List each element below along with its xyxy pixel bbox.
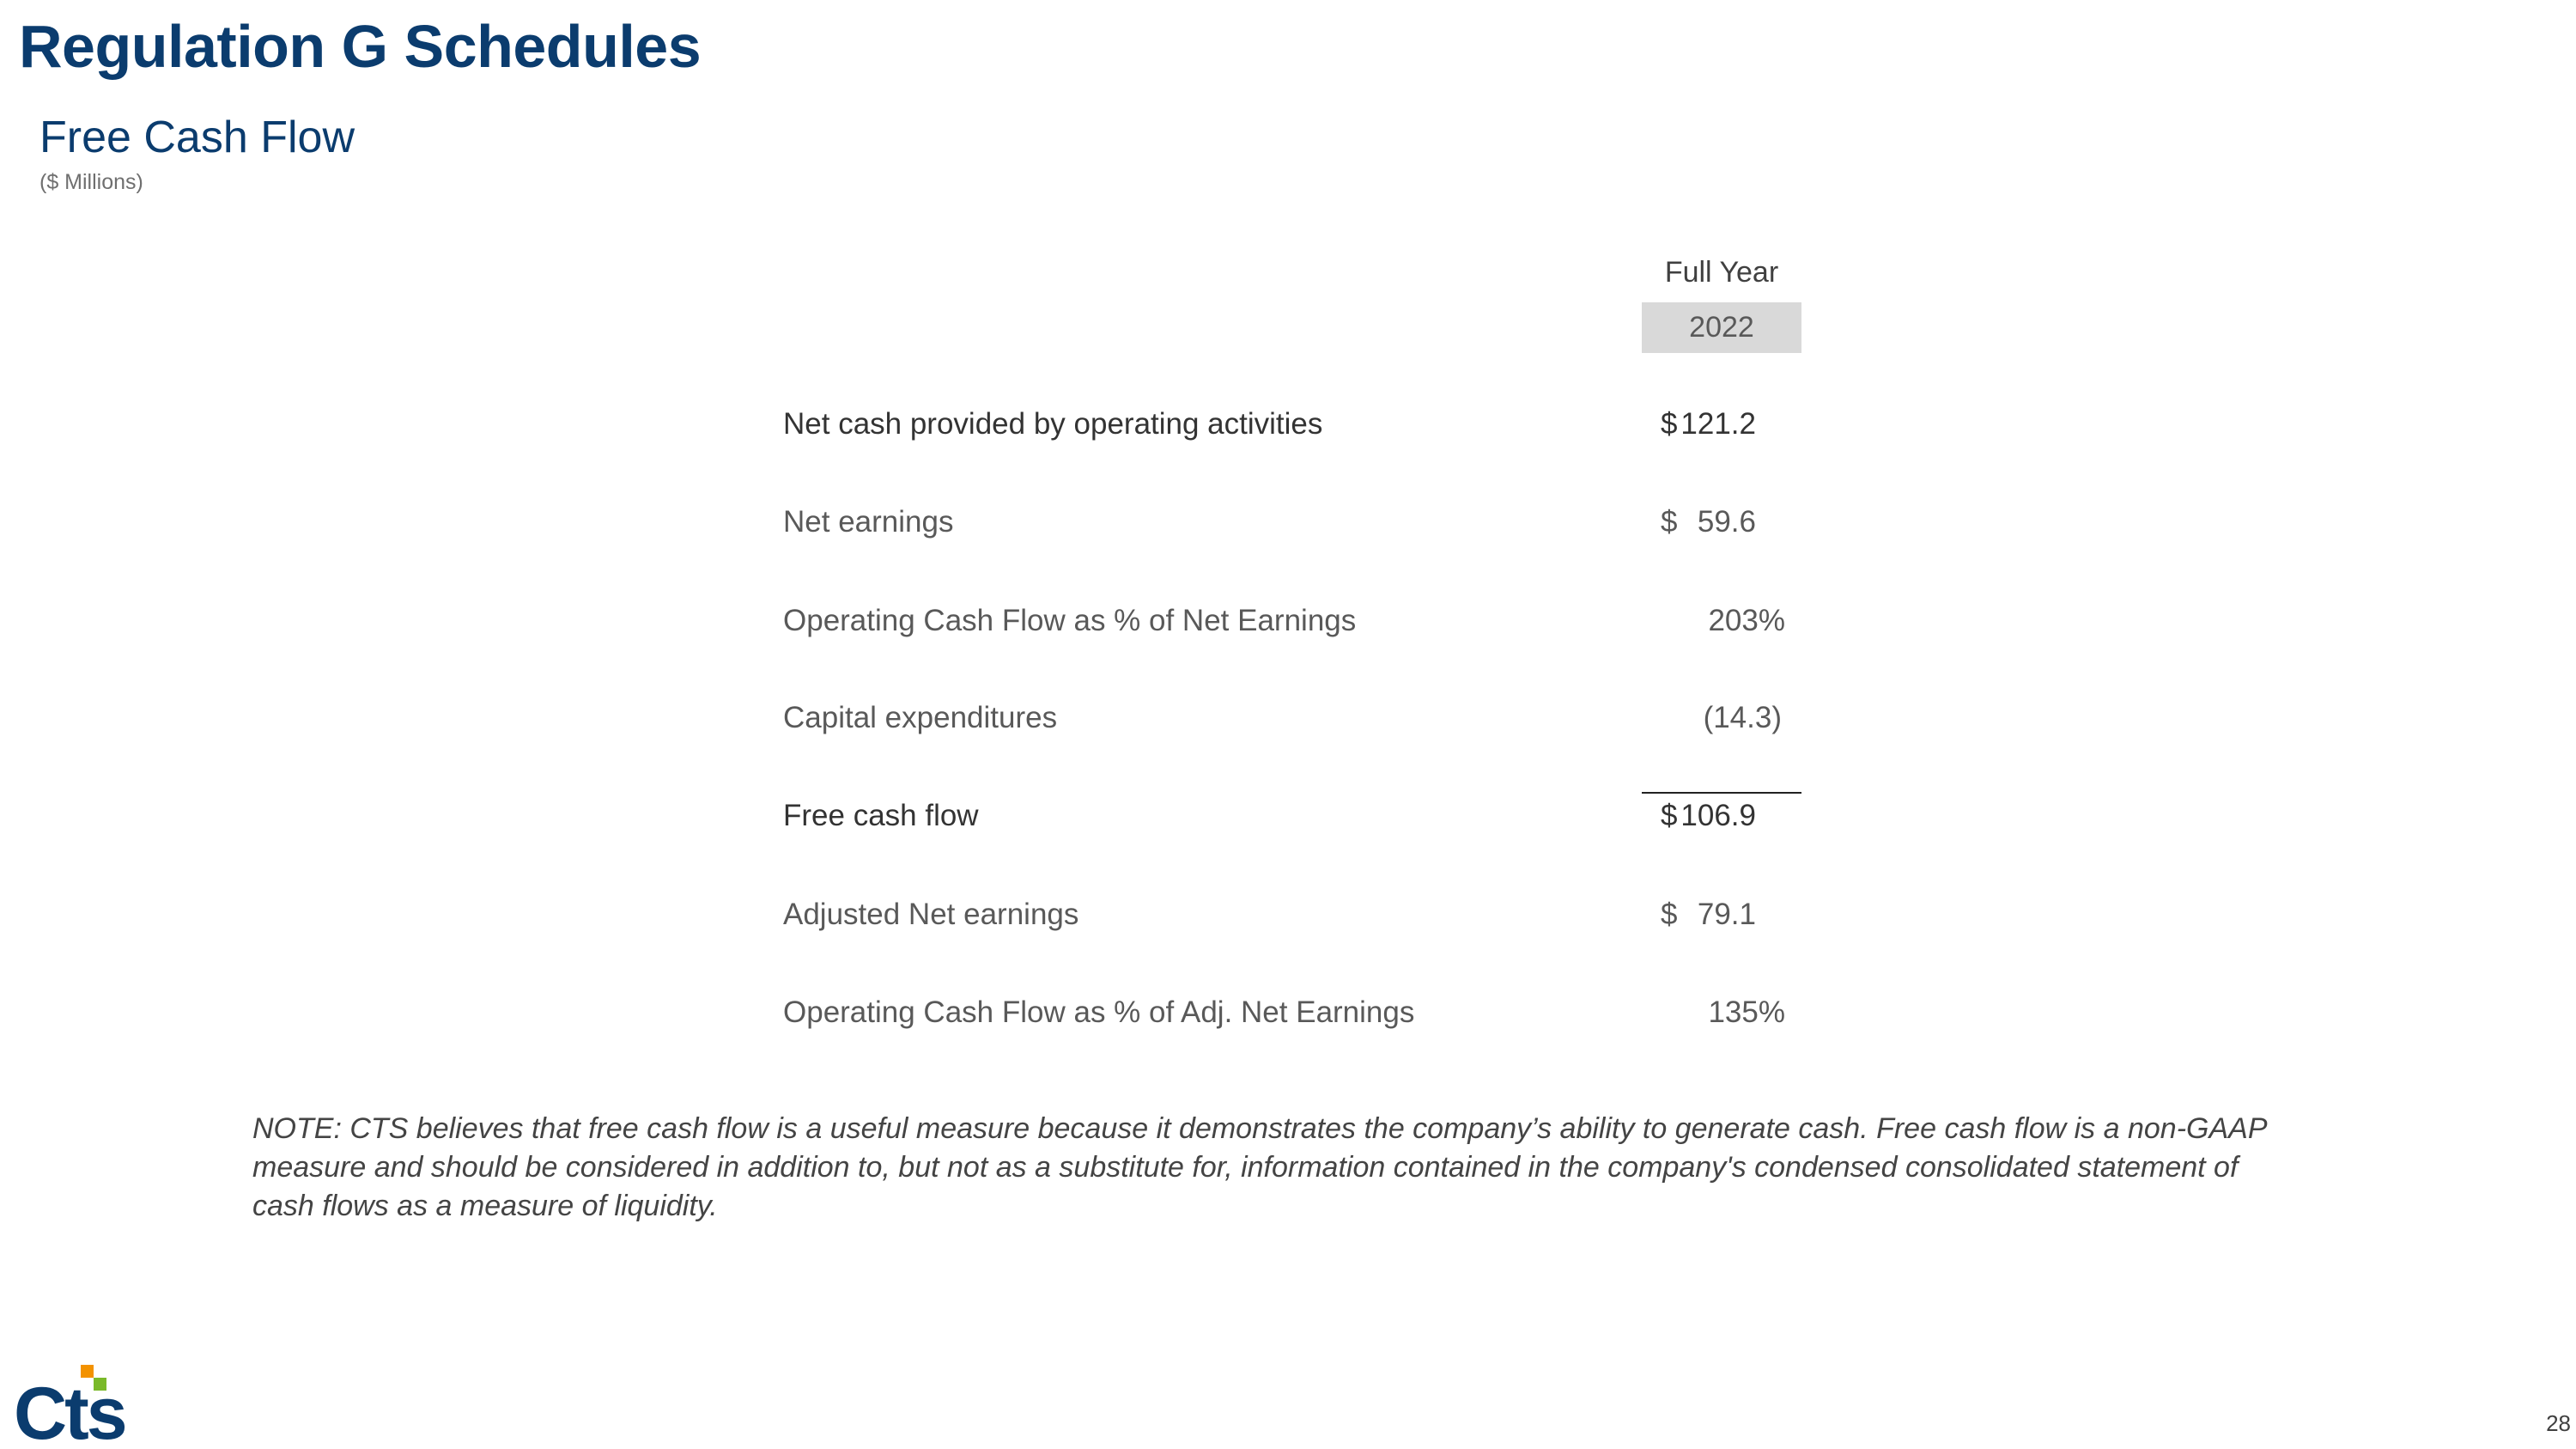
- units-label: ($ Millions): [39, 170, 143, 194]
- row-label: Net cash provided by operating activities: [783, 407, 1323, 441]
- table-row-total: [783, 792, 1805, 840]
- table-row: [783, 597, 1805, 645]
- row-value: 59.6: [1697, 505, 1756, 539]
- row-label: Net earnings: [783, 505, 954, 539]
- cts-logo-wordmark: Cts: [14, 1373, 125, 1443]
- cts-logo: [14, 1361, 160, 1443]
- table-row: [783, 498, 1805, 546]
- currency-symbol: $: [1661, 407, 1678, 441]
- table-row: [783, 989, 1805, 1037]
- row-label: Capital expenditures: [783, 701, 1058, 734]
- row-label: Operating Cash Flow as % of Net Earnings: [783, 604, 1357, 637]
- row-value: 121.2: [1680, 407, 1756, 441]
- page-title: Regulation G Schedules: [19, 13, 702, 80]
- row-label: Adjusted Net earnings: [783, 898, 1079, 931]
- column-year-header: 2022: [1642, 302, 1801, 353]
- currency-symbol: $: [1661, 505, 1678, 539]
- column-period-label: Full Year: [1664, 256, 1779, 289]
- row-value: 106.9: [1680, 799, 1756, 832]
- currency-symbol: $: [1661, 799, 1678, 832]
- table-row: [783, 891, 1805, 939]
- row-label: Operating Cash Flow as % of Adj. Net Earnings: [783, 995, 1415, 1029]
- row-value: 79.1: [1697, 898, 1756, 931]
- section-subtitle: Free Cash Flow: [39, 113, 355, 162]
- row-label: Free cash flow: [783, 799, 979, 832]
- footnote: NOTE: CTS believes that free cash flow is a useful measure because it demonstrates the company’s ability to generate cash. Free cash flow is a non-GAAP measure and should be considered in addition to, but not as a substitute for, information contained in the company's condensed consolidated statement of cash flows as a measure of liquidity.: [252, 1112, 2267, 1222]
- row-value: (14.3): [1703, 701, 1782, 734]
- currency-symbol: $: [1661, 898, 1678, 931]
- row-value: 203%: [1708, 604, 1785, 637]
- table-row: [783, 400, 1805, 448]
- page-number: 28: [2546, 1410, 2571, 1436]
- table-row: [783, 694, 1805, 742]
- row-value: 135%: [1708, 995, 1785, 1029]
- cts-logo-icon: [14, 1361, 160, 1443]
